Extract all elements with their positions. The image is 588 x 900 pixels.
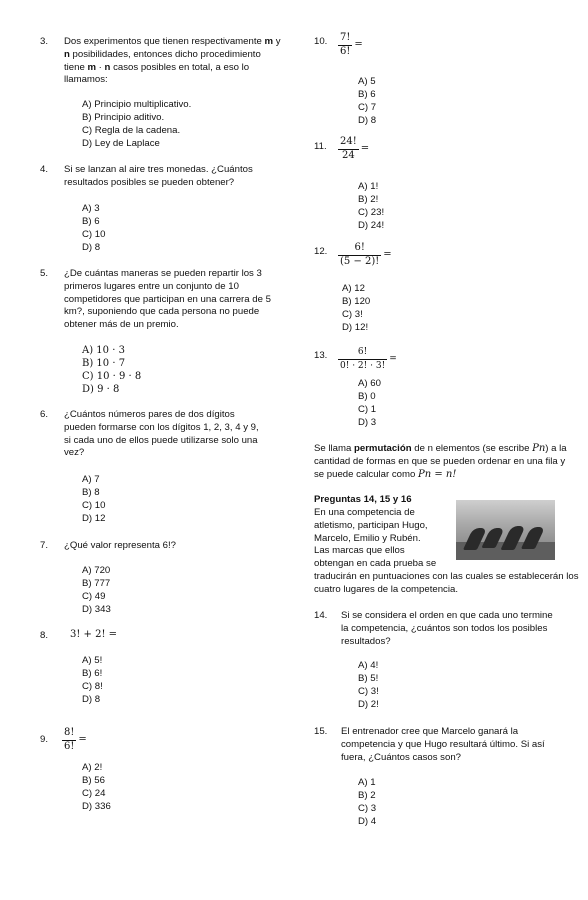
question-number: 10. bbox=[314, 36, 328, 47]
equals-sign: = bbox=[78, 733, 87, 745]
option-b[interactable]: B) 56 bbox=[82, 774, 105, 786]
option-a[interactable]: A) 2! bbox=[82, 762, 103, 773]
option-b[interactable]: B) 6 bbox=[358, 88, 376, 100]
answer-options bbox=[358, 660, 379, 712]
denominator: (5 − 2)! bbox=[340, 255, 380, 267]
denominator: 6! bbox=[340, 45, 351, 57]
question-number: 13. bbox=[314, 350, 328, 361]
numerator: 8! bbox=[64, 727, 75, 738]
answer-options bbox=[82, 99, 191, 151]
option-c[interactable]: C) 24 bbox=[82, 787, 106, 799]
option-c[interactable]: C) 10 bbox=[82, 228, 106, 240]
fraction-expression bbox=[338, 32, 363, 59]
option-d[interactable]: D) 9 · 8 bbox=[82, 383, 120, 395]
question-text: Si se lanzan al aire tres monedas. ¿Cuántos resultados posibles se pueden obtener? bbox=[64, 164, 253, 188]
answer-options bbox=[342, 283, 370, 335]
option-c[interactable]: C) 49 bbox=[82, 590, 106, 602]
question-number: 4. bbox=[40, 164, 49, 175]
question-number: 11. bbox=[314, 141, 327, 152]
option-c[interactable]: C) 3 bbox=[358, 802, 377, 814]
option-d[interactable]: D) 12 bbox=[82, 512, 106, 524]
question-number: 12. bbox=[314, 246, 328, 257]
option-b[interactable]: B) 2 bbox=[358, 789, 376, 801]
option-a[interactable]: A) Principio multiplicativo. bbox=[82, 99, 192, 110]
answer-options bbox=[82, 762, 111, 814]
answer-options bbox=[82, 565, 111, 617]
option-d[interactable]: D) 3 bbox=[358, 416, 377, 428]
option-d[interactable]: D) 12! bbox=[342, 321, 369, 333]
option-a[interactable]: A) 5! bbox=[82, 655, 103, 666]
option-a[interactable]: A) 4! bbox=[358, 660, 379, 671]
denominator: 24 bbox=[338, 149, 359, 163]
numerator: 6! bbox=[357, 347, 368, 357]
sprinters-photo bbox=[456, 500, 555, 560]
answer-options bbox=[358, 76, 376, 128]
math-expression: 3! + 2! = bbox=[70, 629, 118, 640]
option-d[interactable]: D) 24! bbox=[358, 219, 385, 231]
option-c[interactable]: C) 10 bbox=[82, 499, 106, 511]
question-number: 14. bbox=[314, 610, 328, 621]
option-d[interactable]: D) 343 bbox=[82, 603, 111, 615]
option-a[interactable]: A) 3 bbox=[82, 203, 100, 214]
option-a[interactable]: A) 60 bbox=[358, 378, 381, 389]
option-d[interactable]: D) 8 bbox=[82, 241, 101, 253]
fraction-expression bbox=[338, 136, 369, 163]
answer-options bbox=[82, 345, 141, 397]
permutation-formula: Pn = n! bbox=[418, 468, 457, 480]
question-number: 5. bbox=[40, 268, 49, 279]
option-c[interactable]: C) 10 · 9 · 8 bbox=[82, 370, 142, 382]
question-text: ¿Qué valor representa 6!? bbox=[64, 540, 176, 551]
answer-options bbox=[82, 203, 105, 255]
option-d[interactable]: D) 8 bbox=[82, 693, 101, 705]
option-c[interactable]: C) 23! bbox=[358, 206, 385, 218]
numerator: 6! bbox=[354, 242, 365, 253]
option-b[interactable]: B) 8 bbox=[82, 486, 100, 498]
option-c[interactable]: C) Regla de la cadena. bbox=[82, 124, 181, 136]
option-d[interactable]: D) 8 bbox=[358, 114, 377, 126]
denominator: 0! · 2! · 3! bbox=[340, 360, 386, 371]
question-text: ¿Cuántos números pares de dos dígitos pueden formarse con los dígitos 1, 2, 3, 4 y 9, si cada uno de ellos puede utilizarse solo una vez? bbox=[64, 409, 259, 459]
option-a[interactable]: A) 12 bbox=[342, 283, 365, 294]
option-a[interactable]: A) 7 bbox=[82, 474, 100, 485]
option-b[interactable]: B) 5! bbox=[358, 672, 379, 684]
permutation-definition: Se llama permutación de n elementos (se escribe Pn) a la cantidad de formas en que se pueden ordenar en una fila y se puede calcular como Pn = n! bbox=[314, 443, 567, 480]
question-text: ¿De cuántas maneras se pueden repartir los 3 primeros lugares entre un conjunto de 10 competidores que participan en una carrera de 5 km?, suponiendo que cada persona no puede obtener más de un premio. bbox=[64, 268, 271, 331]
option-c[interactable]: C) 3! bbox=[358, 685, 379, 697]
option-b[interactable]: B) 120 bbox=[342, 295, 371, 307]
answer-options bbox=[358, 181, 384, 233]
option-b[interactable]: B) 6! bbox=[82, 667, 103, 679]
fraction-expression bbox=[338, 346, 397, 373]
numerator: 7! bbox=[340, 32, 351, 43]
question-text: Si se considera el orden en que cada uno termine la competencia, ¿cuántos son todos los posibles resultados? bbox=[341, 610, 553, 647]
option-c[interactable]: C) 3! bbox=[342, 308, 363, 320]
option-a[interactable]: A) 5 bbox=[358, 76, 376, 87]
question-text: El entrenador cree que Marcelo ganará la competencia y que Hugo resultará último. Si así fuera, ¿Cuántos casos son? bbox=[341, 726, 545, 763]
option-b[interactable]: B) 2! bbox=[358, 193, 379, 205]
numerator: 24! bbox=[340, 136, 357, 147]
question-number: 15. bbox=[314, 726, 328, 737]
question-number: 6. bbox=[40, 409, 49, 420]
fraction-expression bbox=[338, 242, 392, 269]
option-a[interactable]: A) 1 bbox=[358, 777, 376, 788]
answer-options bbox=[358, 777, 376, 829]
option-a[interactable]: A) 1! bbox=[358, 181, 379, 192]
equals-sign: = bbox=[383, 248, 392, 260]
permutation-symbol: Pn bbox=[532, 443, 546, 454]
equals-sign: = bbox=[360, 142, 370, 154]
option-d[interactable]: D) 336 bbox=[82, 800, 111, 812]
question-number: 3. bbox=[40, 36, 49, 47]
option-d[interactable]: D) 2! bbox=[358, 698, 379, 710]
option-a[interactable]: A) 10 · 3 bbox=[82, 345, 125, 356]
option-c[interactable]: C) 1 bbox=[358, 403, 377, 415]
option-c[interactable]: C) 7 bbox=[358, 101, 377, 113]
option-c[interactable]: C) 8! bbox=[82, 680, 103, 692]
answer-options bbox=[358, 378, 381, 430]
option-b[interactable]: B) 10 · 7 bbox=[82, 357, 126, 369]
answer-options bbox=[82, 474, 105, 526]
option-d[interactable]: D) Ley de Laplace bbox=[82, 137, 160, 149]
section-heading: Preguntas 14, 15 y 16 bbox=[314, 494, 412, 505]
question-number: 9. bbox=[40, 734, 49, 745]
option-b[interactable]: B) Principio aditivo. bbox=[82, 111, 165, 123]
question-number: 7. bbox=[40, 540, 49, 551]
equals-sign: = bbox=[354, 38, 363, 50]
answer-options bbox=[82, 655, 103, 707]
option-b[interactable]: B) 0 bbox=[358, 390, 376, 402]
option-a[interactable]: A) 720 bbox=[82, 565, 111, 576]
question-text: Dos experimentos que tienen respectivamente m y n posibilidades, entonces dicho procedimiento tiene m · n casos posibles en total, a eso lo llamamos: bbox=[64, 36, 281, 86]
context-paragraph: En una competencia de atletismo, participan Hugo, Marcelo, Emilio y Rubén. Las marcas que ellos obtengan en cada prueba se traducirán en puntuaciones con las cuales se establecerán los cuatro lugares de la competencia. bbox=[314, 507, 579, 595]
denominator: 6! bbox=[64, 740, 75, 752]
fraction-expression bbox=[62, 727, 87, 754]
option-b[interactable]: B) 777 bbox=[82, 577, 111, 589]
equals-sign: = bbox=[389, 353, 397, 364]
option-b[interactable]: B) 6 bbox=[82, 215, 100, 227]
question-number: 8. bbox=[40, 630, 49, 641]
option-d[interactable]: D) 4 bbox=[358, 815, 377, 827]
